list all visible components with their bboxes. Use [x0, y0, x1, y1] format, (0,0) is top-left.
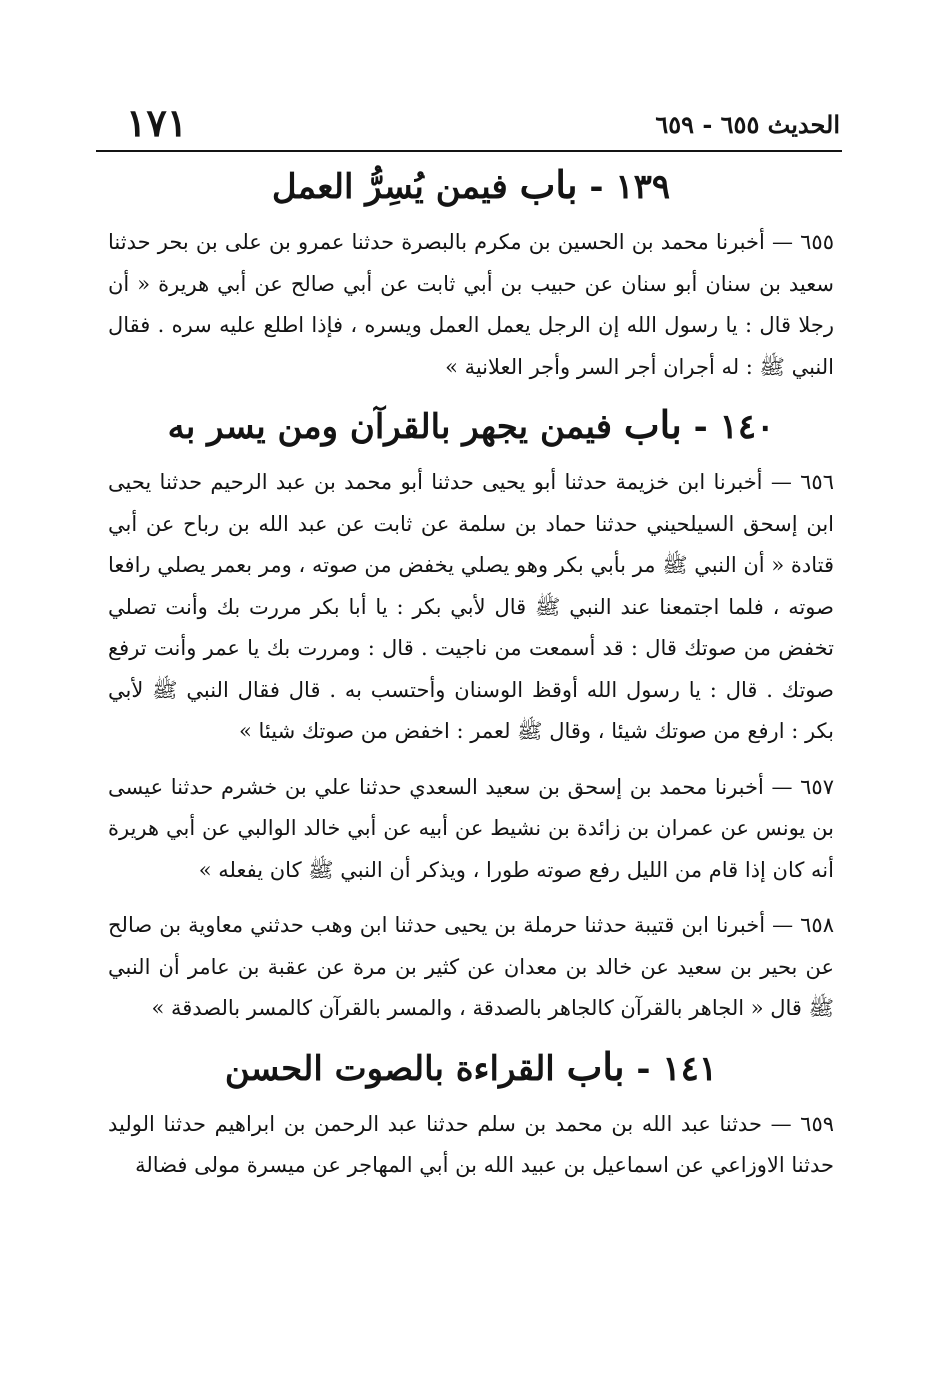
chapter-word: باب: [623, 402, 682, 447]
chapter-title: فيمن يجهر بالقرآن ومن يسر به: [167, 407, 612, 447]
page-number: ١٧١: [126, 100, 188, 145]
hadith-text: أخبرنا محمد بن الحسين بن مكرم بالبصرة حدثنا عمرو بن على بن بحر حدثنا سعيد بن سنان أبو سنان عن حبيب بن أبي ثابت عن أبي صالح عن أبي هريرة « أن رجلا قال : يا رسول الله إن الرجل يعمل العمل ويسره ، فإذا اطلع عليه سره . فقال النبي ﷺ : له أجران أجر السر وأجر العلانية »: [108, 230, 834, 379]
chapter-heading: [108, 1044, 834, 1092]
hadith-paragraph: [108, 462, 834, 753]
hadith-number: ٦٥٩ —: [770, 1111, 835, 1136]
hadith-number: ٦٥٥ —: [771, 230, 834, 254]
hadith-number: ٦٥٨ —: [772, 913, 834, 937]
chapter-heading: [108, 402, 834, 450]
hadith-paragraph: [108, 222, 834, 388]
hadith-number: ٦٥٧ —: [771, 774, 834, 799]
chapter-number: ١٣٩ -: [589, 167, 671, 207]
hadith-paragraph: [108, 767, 834, 892]
chapter-title: فيمن يُسِرُّ العمل: [271, 167, 508, 207]
chapter-number: ١٤١ -: [636, 1048, 718, 1089]
hadith-text: أخبرنا ابن خزيمة حدثنا أبو يحيى حدثنا أبو محمد بن عبد الرحيم حدثنا يحيى ابن إسحق السيلحيني حدثنا حماد بن سلمة عن ثابت عن عبد الله بن رباح عن أبي قتادة « أن النبي ﷺ مر بأبي بكر وهو يصلي يخفض من صوته ، ومر بعمر يصلي رافعا صوته ، فلما اجتمعنا عند النبي ﷺ قال لأبي بكر : يا أبا بكر مررت بك وأنت تصلي تخفض من صوتك قال : قد أسمعت من ناجيت . قال : ومررت بك يا عمر وأنت ترفع صوتك . قال : يا رسول الله أوقظ الوسنان وأحتسب به . قال فقال النبي ﷺ لأبي بكر : ارفع من صوتك شيئا ، وقال ﷺ لعمر : اخفض من صوتك شيئا »: [108, 470, 834, 743]
header-hadith-range: الحديث ٦٥٥ - ٦٥٩: [655, 110, 840, 139]
running-header: [98, 100, 840, 150]
hadith-text: حدثنا عبد الله بن محمد بن سلم حدثنا عبد الرحمن بن ابراهيم حدثنا الوليد حدثنا الاوزاعي عن اسماعيل بن عبيد الله بن أبي المهاجر عن ميسرة مولى فضالة: [108, 1111, 834, 1177]
chapter-heading: [108, 162, 834, 210]
header-divider: [96, 150, 842, 152]
page-body: [108, 162, 834, 1187]
chapter-title: القراءة بالصوت الحسن: [224, 1048, 555, 1089]
hadith-paragraph: [108, 905, 834, 1030]
hadith-text: أخبرنا محمد بن إسحق بن سعيد السعدي حدثنا علي بن خشرم حدثنا عيسى بن يونس عن عمران بن زائدة بن نشيط عن أبيه عن أبي خالد الوالبي عن أبي هريرة أنه كان إذا قام من الليل رفع صوته طورا ، ويذكر أن النبي ﷺ كان يفعله »: [108, 774, 834, 882]
hadith-paragraph: [108, 1104, 834, 1187]
chapter-word: باب: [566, 1043, 625, 1089]
hadith-number: ٦٥٦ —: [770, 470, 834, 494]
chapter-number: ١٤٠ -: [693, 407, 775, 447]
chapter-word: باب: [519, 162, 578, 207]
hadith-text: أخبرنا ابن قتيبة حدثنا حرملة بن يحيى حدثنا ابن وهب حدثني معاوية بن صالح عن بحير بن سعيد عن خالد بن معدان عن كثير بن مرة عن عقبة بن عامر أن النبي ﷺ قال « الجاهر بالقرآن كالجاهر بالصدقة ، والمسر بالقرآن كالمسر بالصدقة »: [108, 913, 834, 1020]
